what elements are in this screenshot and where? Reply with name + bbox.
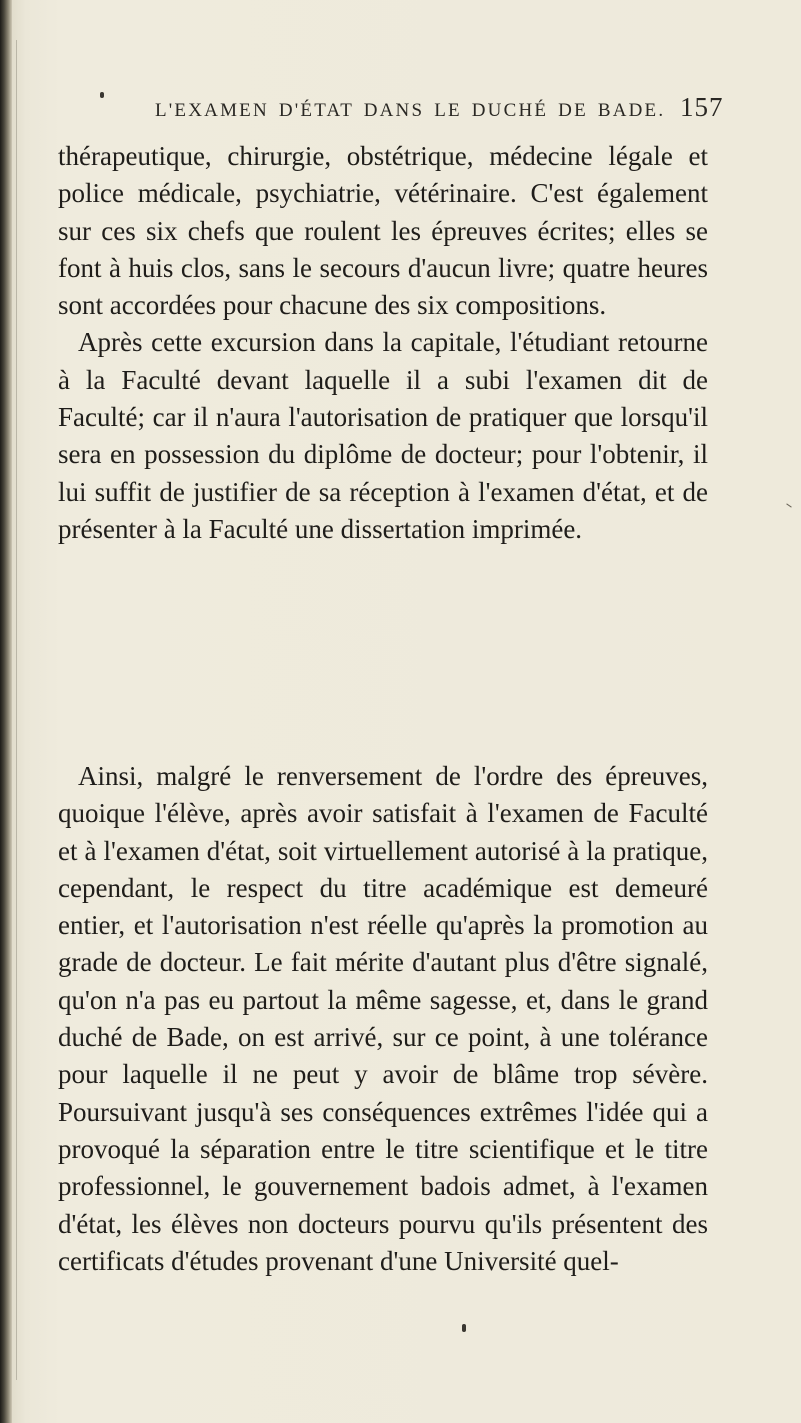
paragraph-1 bbox=[58, 138, 708, 548]
book-binding-edge bbox=[0, 0, 12, 1423]
paragraph-2-text: Après cette excursion dans la capitale, l'étudiant retourne à la Faculté devant laquelle il a subi l'examen dit de Faculté; car il n'aura l'autorisation de pratiquer que lorsqu'il sera en possession du diplôme de docteur; pour l'obtenir, il lui suffit de justifier de sa réception à l'examen d'état, et de présenter à la Faculté une dissertation imprimée. bbox=[58, 327, 708, 544]
running-header-title: L'EXAMEN D'ÉTAT DANS LE DUCHÉ DE BADE. bbox=[155, 100, 666, 121]
paragraph-3: Ainsi, malgré le renversement de l'ordre des épreuves, quoique l'élève, après avoir satisfait à l'examen de Faculté et à l'examen d'état, soit virtuellement autorisé à la pratique, cependant, le respect du titre académique est demeuré entier, et l'autorisation n'est réelle qu'après la promotion au grade de docteur. Le fait mérite d'autant plus d'être signalé, qu'on n'a pas eu partout la même sagesse, et, dans le grand duché de Bade, on est arrivé, sur ce point, à une tolérance pour laquelle il ne peut y avoir de blâme trop sévère. Poursuivant jusqu'à ses conséquences extrêmes l'idée qui a provoqué la séparation entre le titre scientifique et le titre professionnel, le gouvernement badois admet, à l'examen d'état, les élèves non docteurs pourvu qu'ils présentent des certificats d'études provenant d'une Université quel- bbox=[58, 761, 708, 1276]
binding-shadow-line bbox=[16, 40, 17, 1380]
ink-speck-bottom bbox=[462, 1324, 466, 1332]
page-number: 157 bbox=[680, 92, 724, 122]
paragraph-1-text: thérapeutique, chirurgie, obstétrique, médecine légale et police médicale, psychiatrie, vétérinaire. C'est également sur ces six chefs que roulent les épreuves écrites; elles se font à huis clos, sans le secours d'aucun livre; quatre heures sont accordées pour chacune des six compositions. bbox=[58, 141, 708, 321]
ink-speck bbox=[100, 92, 104, 98]
